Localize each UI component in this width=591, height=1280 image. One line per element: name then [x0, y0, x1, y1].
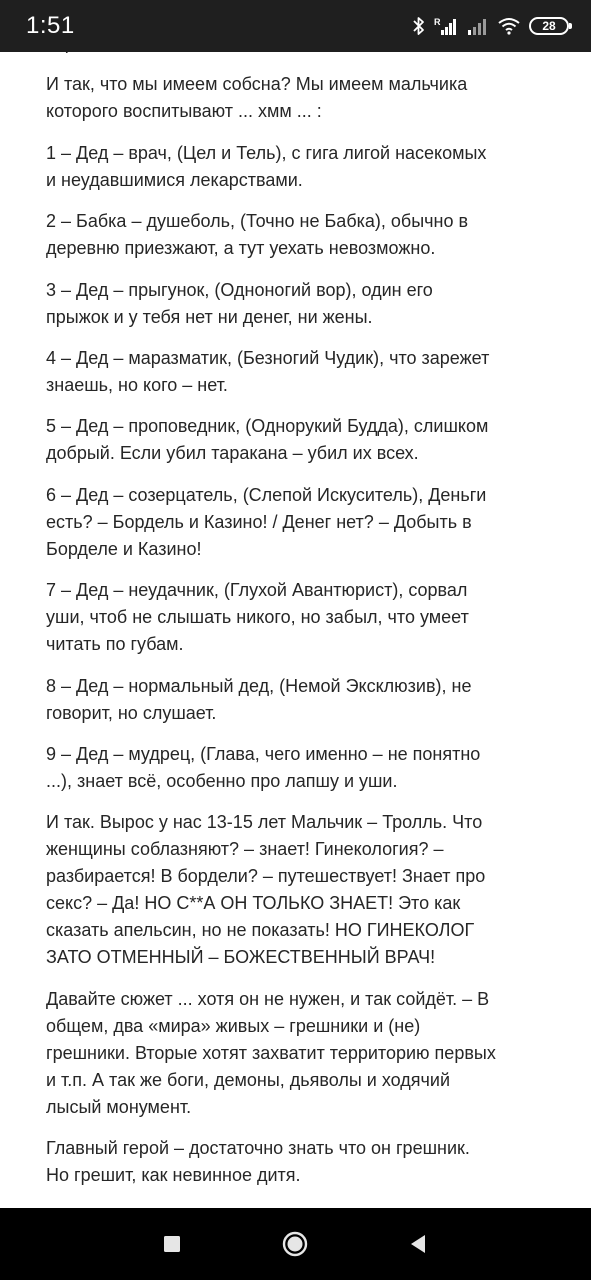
svg-text:R: R: [434, 17, 441, 27]
paragraph-line: женщины соблазняют? – знает! Гинекология? –: [46, 839, 444, 860]
paragraph-line: прыжок и у тебя нет ни денег, ни жены.: [46, 306, 373, 327]
status-time: 1:51: [26, 12, 75, 39]
paragraph-line: секс? – Да! НО С**А ОН ТОЛЬКО ЗНАЕТ! Это как: [46, 893, 461, 914]
paragraph-line: сказать апельсин, но не показать! НО ГИНЕКОЛОГ: [46, 920, 475, 941]
paragraph: [46, 208, 556, 262]
paragraph-line: которого воспитывают ... хмм ... :: [46, 101, 322, 122]
paragraph: [46, 577, 556, 658]
battery-level: 28: [542, 19, 556, 33]
paragraph-line: деревню приезжают, а тут уехать невозможно.: [46, 238, 436, 259]
paragraph: [46, 986, 556, 1121]
paragraph-line: 4 – Дед – маразматик, (Безногий Чудик), что зарежет: [46, 347, 490, 368]
paragraph-line: лысый монумент.: [46, 1096, 192, 1117]
paragraph-line: есть? – Бордель и Казино! / Денег нет? – Добыть в: [46, 511, 472, 532]
paragraph-line: 3 – Дед – прыгунок, (Одноногий вор), один его: [46, 279, 433, 300]
paragraph-line: грешники. Вторые хотят захватит территорию первых: [46, 1042, 496, 1063]
paragraph: [46, 413, 556, 467]
paragraph-line: Главный герой – достаточно знать что он грешник.: [46, 1138, 470, 1159]
paragraph-line: 6 – Дед – созерцатель, (Слепой Искуситель), Деньги: [46, 484, 487, 505]
paragraph-line: Давайте сюжет ... хотя он не нужен, и так сойдёт. – В: [46, 988, 490, 1009]
paragraph: [46, 673, 556, 727]
paragraph: [46, 345, 556, 399]
article-content[interactable]: [0, 52, 591, 1208]
paragraph-line: 5 – Дед – проповедник, (Однорукий Будда), слишком: [46, 416, 489, 437]
paragraph-line: говорит, но слушает.: [46, 702, 217, 723]
bluetooth-icon: [413, 16, 425, 36]
signal-roaming-icon: [433, 16, 459, 36]
paragraph-line: общем, два «мира» живых – грешники и (не): [46, 1015, 421, 1036]
paragraph: [46, 140, 556, 194]
navigation-bar: [0, 1208, 591, 1280]
paragraph: [46, 482, 556, 563]
square-icon: [154, 1226, 190, 1262]
paragraph-line: 9 – Дед – мудрец, (Глава, чего именно – не понятно: [46, 743, 481, 764]
paragraph-line: Но грешит, как невинное дитя.: [46, 1165, 301, 1186]
paragraph-line: И так. Вырос у нас 13-15 лет Мальчик – Тролль. Что: [46, 812, 483, 833]
paragraph-line: ЗАТО ОТМЕННЫЙ – БОЖЕСТВЕННЫЙ ВРАЧ!: [46, 947, 436, 968]
paragraph-line: знаешь, но кого – нет.: [46, 374, 228, 395]
paragraph-line: ...), знает всё, особенно про лапшу и уши.: [46, 770, 398, 791]
paragraph-line: и т.п. А так же боги, демоны, дьяволы и ходячий: [46, 1069, 451, 1090]
battery-icon: [529, 17, 569, 35]
paragraph-line: и неудавшимися лекарствами.: [46, 169, 303, 190]
article-body: [46, 30, 556, 1245]
status-bar: [0, 0, 591, 52]
paragraph-line: читать по губам.: [46, 634, 184, 655]
home-button[interactable]: [277, 1226, 313, 1262]
wifi-icon: [497, 16, 521, 36]
paragraph-line: И так, что мы имеем собсна? Мы имеем мальчика: [46, 74, 468, 95]
back-button[interactable]: [400, 1226, 436, 1262]
paragraph-line: 1 – Дед – врач, (Цел и Тель), с гига лигой насекомых: [46, 142, 487, 163]
paragraph-line: 2 – Бабка – душеболь, (Точно не Бабка), обычно в: [46, 211, 469, 232]
signal-icon: [467, 16, 489, 36]
status-icons: [413, 14, 569, 38]
back-triangle-icon: [400, 1226, 436, 1262]
paragraph: [46, 1135, 556, 1189]
paragraph-line: 8 – Дед – нормальный дед, (Немой Эксклюзив), не: [46, 675, 472, 696]
paragraph-line: разбирается! В бордели? – путешествует! Знает про: [46, 866, 486, 887]
recent-apps-button[interactable]: [154, 1226, 190, 1262]
paragraph: [46, 809, 556, 971]
paragraph-line: добрый. Если убил таракана – убил их всех.: [46, 443, 419, 464]
paragraph-line: 7 – Дед – неудачник, (Глухой Авантюрист), сорвал: [46, 580, 468, 601]
paragraph: [46, 71, 556, 125]
paragraph: [46, 741, 556, 795]
paragraph-line: Борделе и Казино!: [46, 538, 202, 559]
paragraph: [46, 277, 556, 331]
paragraph-line: уши, чтоб не слышать никого, но забыл, что умеет: [46, 607, 469, 628]
circle-icon: [277, 1226, 313, 1262]
